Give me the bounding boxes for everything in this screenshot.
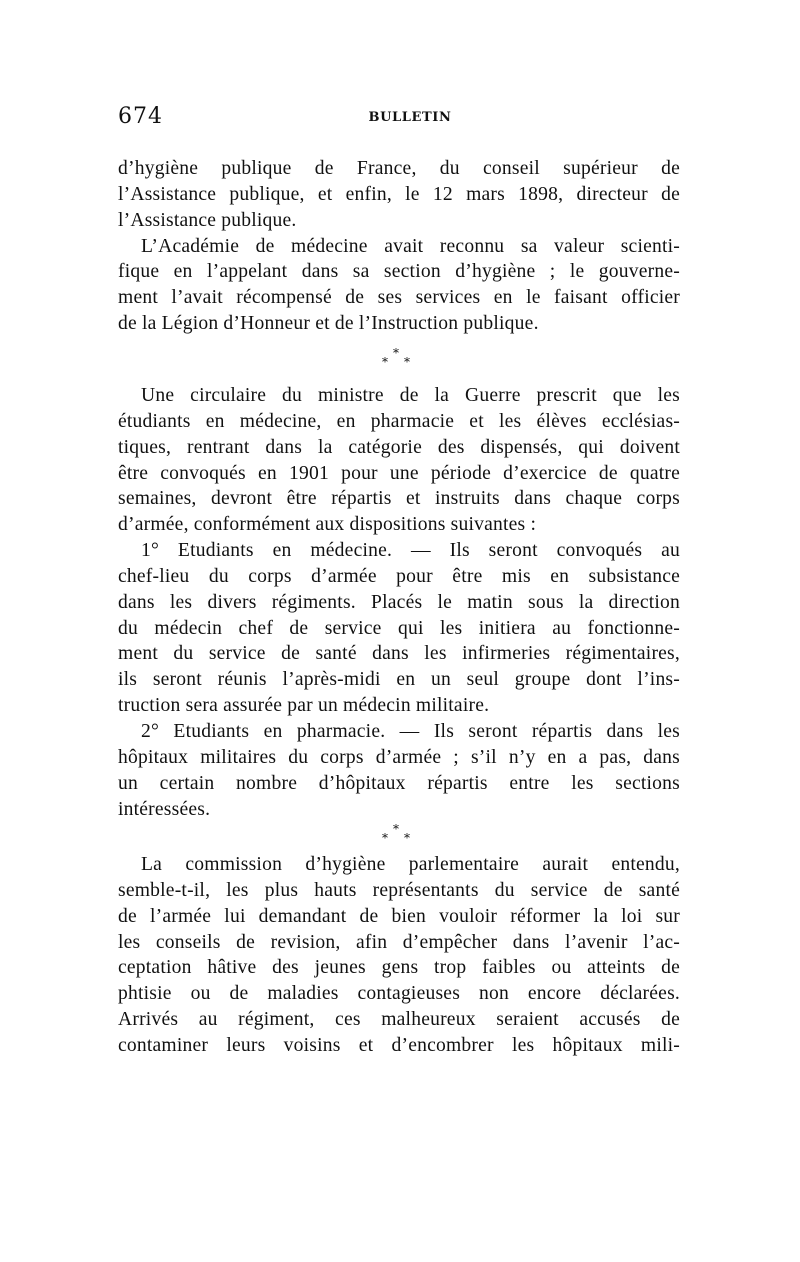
- text-line: La commission d’hygiène parlementaire aurait entendu,: [141, 854, 680, 875]
- text-line: phtisie ou de maladies contagieuses non encore déclarées.: [118, 983, 680, 1005]
- asterism-star: *: [382, 355, 388, 369]
- text-line: intéressées.: [118, 798, 211, 820]
- text-line: Arrivés au régiment, ces malheureux seraient accusés de: [118, 1009, 680, 1031]
- text-line: fique en l’appelant dans sa section d’hygiène ; le gouverne-: [118, 261, 680, 283]
- text-line: de l’armée lui demandant de bien vouloir réformer la loi sur: [118, 905, 680, 927]
- text-line: tiques, rentrant dans la catégorie des dispensés, qui doivent: [118, 436, 680, 458]
- text-block-1: [118, 156, 680, 337]
- text-line: semaines, devront être répartis et instruits dans chaque corps: [118, 488, 680, 510]
- text-line: ment du service de santé dans les infirmeries régimentaires,: [118, 643, 680, 665]
- text-line: d’hygiène publique de France, du conseil supérieur de: [118, 158, 680, 179]
- text-line: d’armée, conformément aux dispositions suivantes :: [118, 514, 537, 536]
- asterism-star: *: [404, 355, 410, 369]
- asterism-star: *: [382, 831, 388, 845]
- text-line: l’Assistance publique, et enfin, le 12 mars 1898, directeur de: [118, 183, 680, 205]
- page-number: 674: [118, 104, 163, 129]
- text-line: ment l’avait récompensé de ses services en le faisant officier: [118, 287, 680, 309]
- text-line: Une circulaire du ministre de la Guerre prescrit que les: [141, 385, 680, 406]
- text-line: les conseils de revision, afin d’empêcher dans l’avenir l’ac-: [118, 931, 680, 953]
- text-line: l’Assistance publique.: [118, 209, 297, 231]
- text-line: L’Académie de médecine avait reconnu sa valeur scienti-: [141, 235, 680, 257]
- section-divider-asterism: [370, 822, 430, 848]
- text-line: 1° Etudiants en médecine. — Ils seront convoqués au: [141, 540, 680, 562]
- text-line: du médecin chef de service qui les initiera au fonctionne-: [118, 617, 680, 639]
- running-head-title: BULLETIN: [368, 110, 452, 125]
- text-line: semble-t-il, les plus hauts représentants du service de santé: [118, 879, 680, 901]
- text-line: de la Légion d’Honneur et de l’Instruction publique.: [118, 313, 539, 335]
- text-line: truction sera assurée par un médecin militaire.: [118, 695, 490, 717]
- text-line: hôpitaux militaires du corps d’armée ; s’il n’y en a pas, dans: [118, 746, 680, 768]
- section-divider-asterism: [370, 346, 430, 372]
- text-block-3: [118, 852, 680, 1059]
- text-line: ceptation hâtive des jeunes gens trop faibles ou atteints de: [118, 957, 680, 979]
- asterism-star: *: [404, 831, 410, 845]
- text-line: étudiants en médecine, en pharmacie et les élèves ecclésias-: [118, 410, 680, 432]
- asterism-star: *: [393, 822, 399, 836]
- asterism-star: *: [393, 346, 399, 360]
- text-line: être convoqués en 1901 pour une période d’exercice de quatre: [118, 462, 680, 484]
- text-line: ils seront réunis l’après-midi en un seul groupe dont l’ins-: [118, 669, 680, 691]
- text-line: contaminer leurs voisins et d’encombrer les hôpitaux mili-: [118, 1034, 680, 1056]
- text-line: 2° Etudiants en pharmacie. — Ils seront répartis dans les: [141, 720, 680, 742]
- text-line: un certain nombre d’hôpitaux répartis entre les sections: [118, 772, 680, 794]
- text-line: dans les divers régiments. Placés le matin sous la direction: [118, 591, 680, 613]
- text-block-2: [118, 383, 680, 822]
- text-line: chef-lieu du corps d’armée pour être mis en subsistance: [118, 565, 680, 587]
